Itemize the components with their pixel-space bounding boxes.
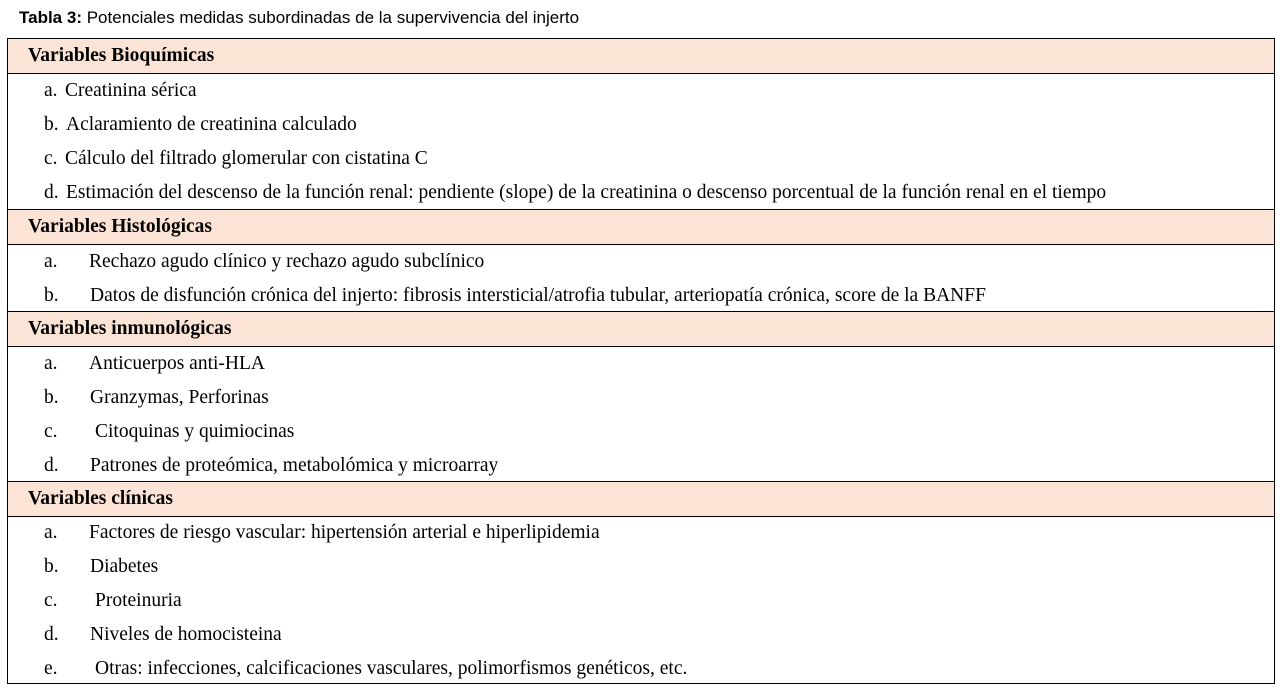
item-text: Datos de disfunción crónica del injerto: fibrosis intersticial/atrofia tubular, arteriopatía crónica, score de la BANFF	[90, 285, 986, 306]
list-item	[8, 347, 1274, 381]
list-item	[8, 584, 1274, 618]
item-text: Proteinuria	[95, 590, 182, 611]
list-item	[8, 550, 1274, 584]
list-item	[8, 415, 1274, 449]
list-item	[8, 279, 1274, 313]
list-item	[8, 142, 1274, 176]
item-marker: c.	[44, 421, 58, 442]
item-marker: a.	[44, 251, 58, 272]
section-header-histologicas: Variables Histológicas	[8, 209, 1274, 245]
item-marker: d.	[44, 455, 59, 476]
item-text: Anticuerpos anti-HLA	[89, 353, 265, 374]
item-text: Rechazo agudo clínico y rechazo agudo subclínico	[89, 251, 485, 272]
item-marker: c.	[44, 590, 58, 611]
list-item	[8, 449, 1274, 483]
measures-table	[7, 38, 1275, 684]
item-marker: d.	[44, 182, 59, 203]
item-text: Aclaramiento de creatinina calculado	[66, 114, 357, 135]
item-marker: a.	[44, 522, 58, 543]
item-text: Patrones de proteómica, metabolómica y microarray	[90, 455, 499, 476]
item-text: Niveles de homocisteina	[90, 624, 282, 645]
caption-label: Tabla 3:	[19, 8, 82, 27]
list-item	[8, 618, 1274, 652]
item-marker: a.	[44, 80, 58, 101]
item-text: Cálculo del filtrado glomerular con cistatina C	[65, 148, 428, 169]
section-header-clinicas: Variables clínicas	[8, 481, 1274, 517]
section-header-bioquimicas: Variables Bioquímicas	[8, 39, 1274, 74]
list-item	[8, 516, 1274, 550]
item-text: Factores de riesgo vascular: hipertensión arterial e hiperlipidemia	[89, 522, 600, 543]
item-text: Estimación del descenso de la función renal: pendiente (slope) de la creatinina o descenso porcentual de la función renal en el tiempo	[66, 182, 1107, 203]
item-text: Granzymas, Perforinas	[90, 387, 269, 408]
table-caption	[19, 8, 579, 28]
list-item	[8, 176, 1274, 210]
list-item	[8, 245, 1274, 279]
list-item	[8, 74, 1274, 108]
item-marker: b.	[44, 556, 59, 577]
item-marker: b.	[44, 285, 59, 306]
item-text: Diabetes	[90, 556, 159, 577]
item-marker: b.	[44, 387, 59, 408]
caption-title: Potenciales medidas subordinadas de la supervivencia del injerto	[86, 8, 580, 27]
item-text: Otras: infecciones, calcificaciones vasculares, polimorfismos genéticos, etc.	[95, 658, 688, 679]
item-marker: a.	[44, 353, 58, 374]
item-marker: e.	[44, 658, 58, 679]
item-text: Creatinina sérica	[65, 80, 197, 101]
list-item	[8, 652, 1274, 686]
list-item	[8, 108, 1274, 142]
item-marker: c.	[44, 148, 58, 169]
section-header-inmunologicas: Variables inmunológicas	[8, 311, 1274, 347]
item-text: Citoquinas y quimiocinas	[95, 421, 295, 442]
item-marker: d.	[44, 624, 59, 645]
item-marker: b.	[44, 114, 59, 135]
list-item	[8, 381, 1274, 415]
